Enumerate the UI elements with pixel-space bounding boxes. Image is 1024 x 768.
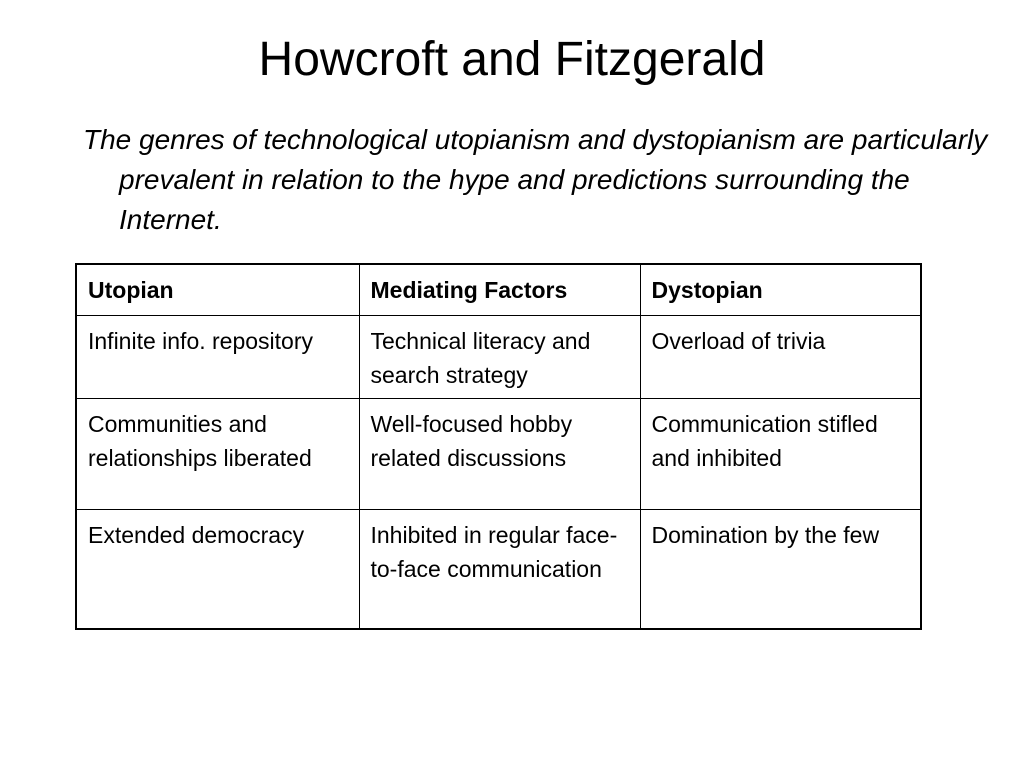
table-cell: Well-focused hobby related discussions xyxy=(359,399,640,510)
table-cell: Domination by the few xyxy=(640,510,920,629)
table-header-row xyxy=(77,265,920,316)
table-cell: Communication stifled and inhibited xyxy=(640,399,920,510)
table-row xyxy=(77,399,920,510)
table-cell: Overload of trivia xyxy=(640,316,920,399)
table-cell: Inhibited in regular face-to-face communication xyxy=(359,510,640,629)
table-row xyxy=(77,316,920,399)
slide-subtitle: The genres of technological utopianism and dystopianism are particularly prevalent in relation to the hype and predictions surrounding the Internet. xyxy=(83,124,988,235)
table-cell: Technical literacy and search strategy xyxy=(359,316,640,399)
table-cell: Infinite info. repository xyxy=(77,316,359,399)
table-row xyxy=(77,510,920,629)
slide-title: Howcroft and Fitzgerald xyxy=(258,33,766,86)
table-cell: Extended democracy xyxy=(77,510,359,629)
header-dystopian: Dystopian xyxy=(640,265,920,316)
header-utopian: Utopian xyxy=(77,265,359,316)
header-mediating-factors: Mediating Factors xyxy=(359,265,640,316)
comparison-table xyxy=(75,263,922,630)
table-cell: Communities and relationships liberated xyxy=(77,399,359,510)
comparison-table-grid xyxy=(77,265,920,628)
